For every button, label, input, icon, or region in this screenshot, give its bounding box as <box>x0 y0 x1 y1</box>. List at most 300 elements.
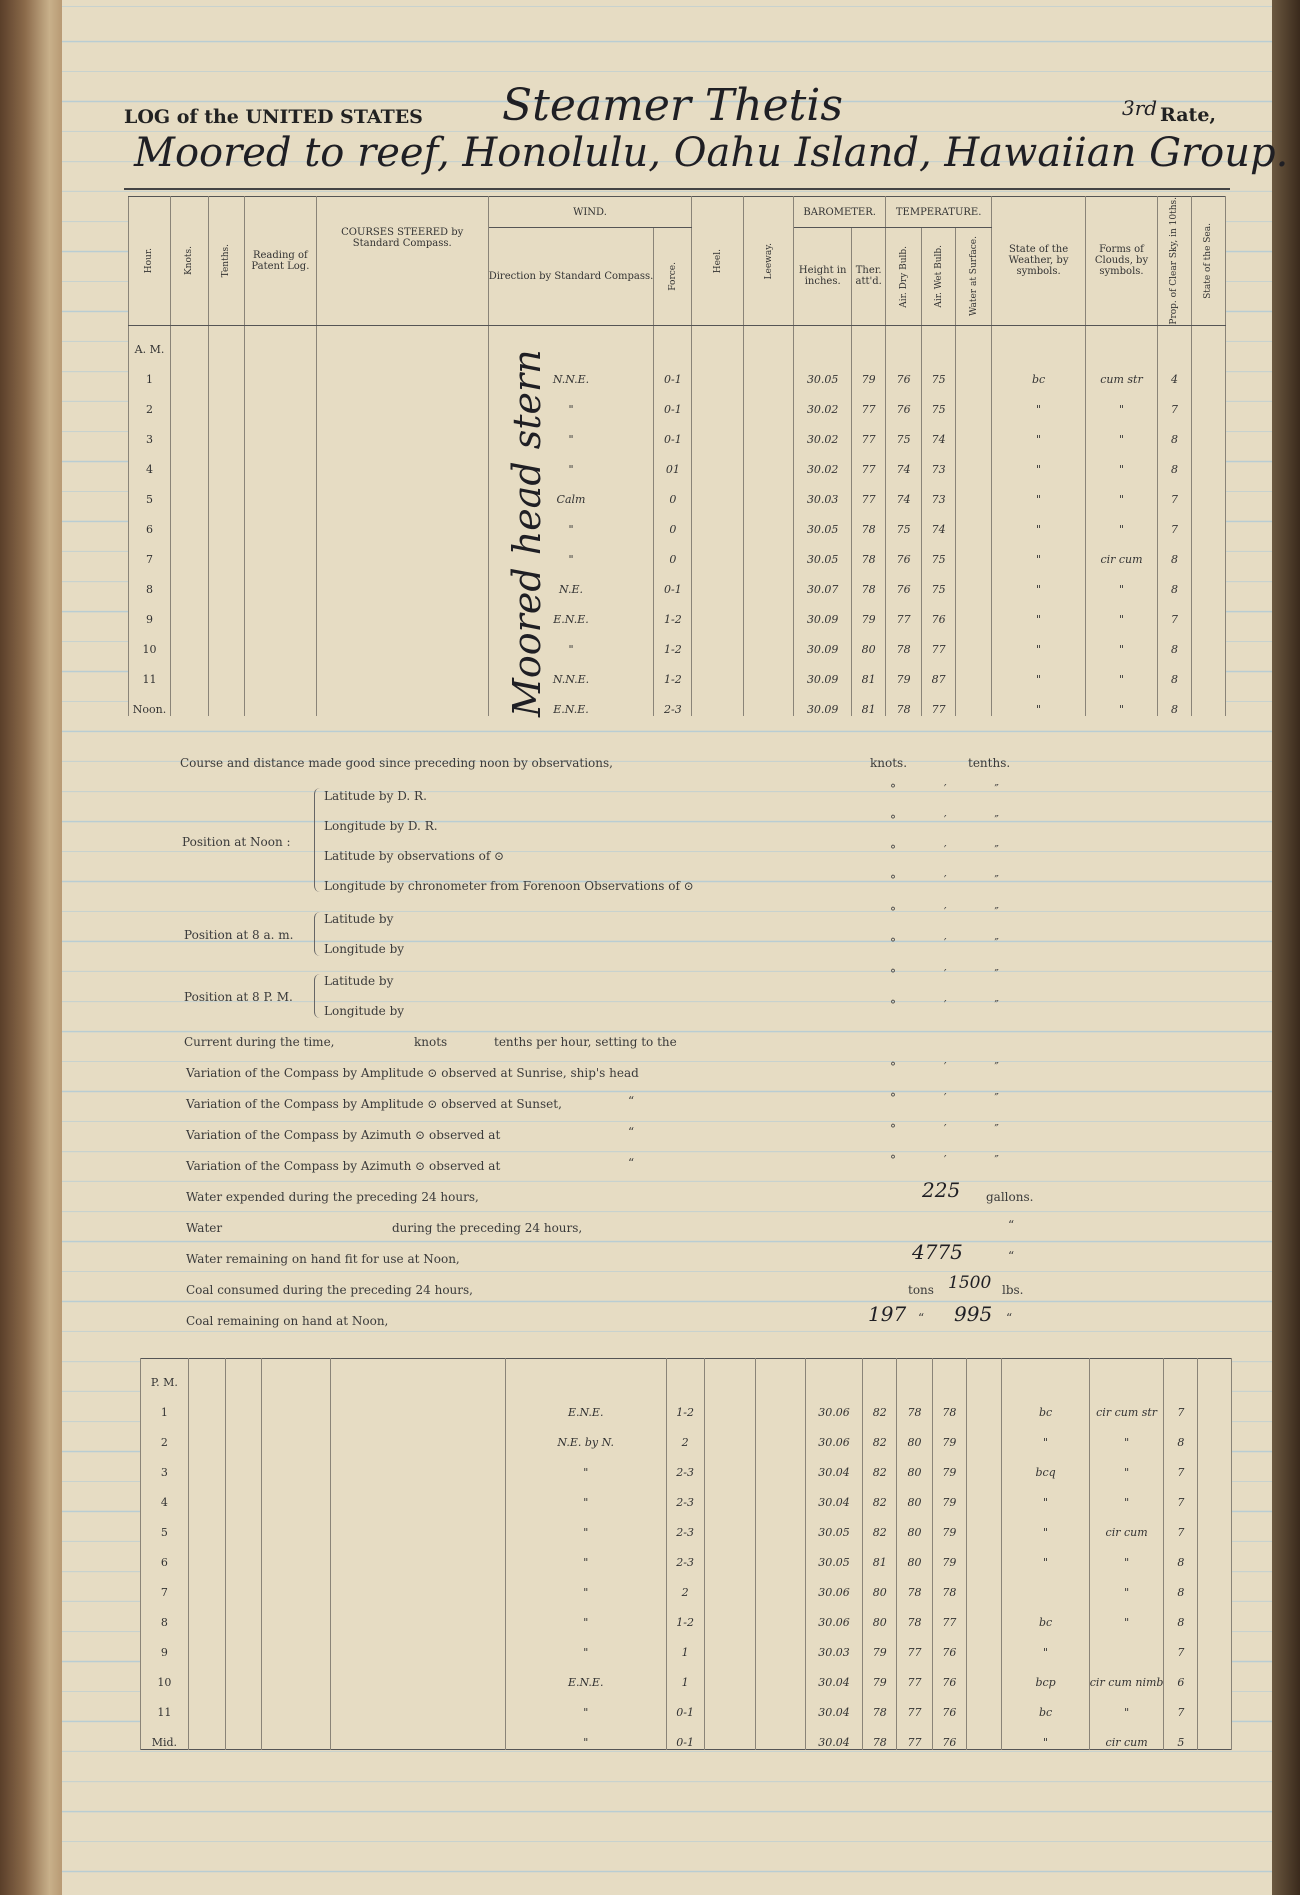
weather-cell: " <box>992 386 1086 416</box>
clear-sky-cell: 7 <box>1164 1509 1198 1539</box>
wind-direction-cell: N.N.E. <box>488 656 654 686</box>
col-hour: Hour. <box>129 197 171 326</box>
col-force: Force. <box>654 228 692 325</box>
water-surface-cell <box>966 1599 1002 1629</box>
tenths-cell <box>208 446 244 476</box>
log-row <box>141 1689 1232 1719</box>
hour-cell: 6 <box>141 1539 189 1569</box>
clear-sky-cell: 5 <box>1164 1719 1198 1750</box>
force-cell: 1 <box>666 1659 704 1689</box>
ther-cell: 77 <box>852 446 886 476</box>
knots-cell <box>170 626 208 656</box>
patent-log-cell <box>244 506 316 536</box>
empty-cell <box>922 325 956 356</box>
empty-cell <box>992 325 1086 356</box>
empty-cell <box>852 325 886 356</box>
leeway-cell <box>756 1659 806 1689</box>
clear-sky-cell: 7 <box>1164 1389 1198 1419</box>
force-cell: 0 <box>654 536 692 566</box>
force-cell: 0-1 <box>666 1689 704 1719</box>
deg-pm8-2: ° ′ ″ <box>890 998 1021 1012</box>
clear-sky-cell: 7 <box>1157 596 1191 626</box>
heel-cell <box>704 1449 756 1479</box>
sea-cell <box>1191 446 1225 476</box>
weather-cell: bc <box>992 356 1086 386</box>
patent-log-cell <box>244 686 316 716</box>
am8-brace <box>314 912 323 956</box>
sea-cell <box>1198 1599 1232 1629</box>
deg-var-3: ° ′ ″ <box>890 1122 1021 1136</box>
hour-cell: 9 <box>129 596 171 626</box>
water-expended: Water expended during the preceding 24 hours, <box>186 1190 479 1204</box>
patent-log-cell <box>244 566 316 596</box>
patent-log-cell <box>244 386 316 416</box>
course-cell <box>331 1569 505 1599</box>
current-line: Current during the time, <box>184 1035 335 1049</box>
empty-cell <box>1164 1359 1198 1390</box>
col-clear-sky: Prop. of Clear Sky, in 10ths. <box>1157 197 1191 326</box>
leeway-cell <box>756 1539 806 1569</box>
hour-cell: 9 <box>141 1629 189 1659</box>
leeway-cell <box>756 1629 806 1659</box>
barometer-cell: 30.04 <box>805 1449 863 1479</box>
wet-bulb-cell: 87 <box>922 656 956 686</box>
leeway-cell <box>756 1389 806 1419</box>
deg-noon-1: ° ′ ″ <box>890 782 1021 796</box>
dry-bulb-cell: 75 <box>886 506 922 536</box>
heel-cell <box>704 1689 756 1719</box>
col-water: Water at Surface. <box>956 228 992 325</box>
deg-pm8-1: ° ′ ″ <box>890 967 1021 981</box>
clouds-cell: " <box>1086 506 1158 536</box>
dry-bulb-cell: 77 <box>897 1719 933 1750</box>
weather-cell: " <box>1002 1419 1089 1449</box>
barometer-cell: 30.09 <box>794 596 852 626</box>
clouds-cell: " <box>1086 596 1158 626</box>
heel-cell <box>704 1599 756 1629</box>
force-cell: 1-2 <box>654 656 692 686</box>
sea-cell <box>1191 476 1225 506</box>
clear-sky-cell: 8 <box>1164 1419 1198 1449</box>
water-expended-value: 225 <box>922 1178 961 1202</box>
tenths-cell <box>208 506 244 536</box>
heel-cell <box>692 536 744 566</box>
hour-cell: 3 <box>141 1449 189 1479</box>
leeway-cell <box>756 1419 806 1449</box>
ther-cell: 82 <box>863 1389 897 1419</box>
water-surface-cell <box>966 1419 1002 1449</box>
barometer-cell: 30.05 <box>794 506 852 536</box>
tenths-cell <box>226 1419 262 1449</box>
sea-cell <box>1191 686 1225 716</box>
tenths-cell <box>208 416 244 446</box>
current-knots: knots <box>414 1035 448 1049</box>
force-cell: 2 <box>666 1569 704 1599</box>
wind-direction-cell: " <box>488 416 654 446</box>
coal-remaining-lbs: 995 <box>954 1302 993 1326</box>
wet-bulb-cell: 75 <box>922 536 956 566</box>
patent-log-cell <box>244 536 316 566</box>
force-cell: 2-3 <box>666 1449 704 1479</box>
leeway-cell <box>744 686 794 716</box>
knots-cell <box>188 1419 226 1449</box>
heel-cell <box>692 386 744 416</box>
force-cell: 2-3 <box>654 686 692 716</box>
leeway-cell <box>756 1479 806 1509</box>
leeway-cell <box>756 1569 806 1599</box>
log-row <box>129 566 1226 596</box>
force-cell: 0-1 <box>666 1719 704 1750</box>
wind-direction-cell: E.N.E. <box>505 1389 666 1419</box>
hour-cell: 7 <box>129 536 171 566</box>
log-title: LOG of the UNITED STATES <box>124 106 423 128</box>
patent-log-cell <box>262 1599 331 1629</box>
dry-bulb-cell: 74 <box>886 446 922 476</box>
wind-direction-cell: Calm <box>488 476 654 506</box>
water-remaining: Water remaining on hand fit for use at Noon, <box>186 1252 460 1266</box>
wind-direction-cell: " <box>505 1509 666 1539</box>
empty-cell <box>805 1359 863 1390</box>
empty-cell <box>1157 325 1191 356</box>
section-label: A. M. <box>129 325 171 356</box>
tenths-cell <box>226 1569 262 1599</box>
coal-remaining-tons: 197 <box>868 1302 907 1326</box>
course-cell <box>316 416 488 446</box>
tenths-cell <box>226 1719 262 1750</box>
section-label-row <box>141 1359 1232 1390</box>
hour-cell: 6 <box>129 506 171 536</box>
wet-bulb-cell: 75 <box>922 356 956 386</box>
leeway-cell <box>756 1509 806 1539</box>
course-cell <box>316 446 488 476</box>
course-cell <box>331 1389 505 1419</box>
leeway-cell <box>744 626 794 656</box>
barometer-cell: 30.03 <box>794 476 852 506</box>
hour-cell: 4 <box>141 1479 189 1509</box>
section-label-row <box>129 325 1226 356</box>
course-cell <box>316 686 488 716</box>
log-row <box>141 1449 1232 1479</box>
sea-cell <box>1198 1539 1232 1569</box>
heel-cell <box>692 626 744 656</box>
tenths-cell <box>226 1539 262 1569</box>
wind-direction-cell: " <box>505 1599 666 1629</box>
wet-bulb-cell: 74 <box>922 416 956 446</box>
patent-log-cell <box>262 1509 331 1539</box>
tenths-cell <box>208 656 244 686</box>
variation-sunset: Variation of the Compass by Amplitude ⊙ observed at Sunset, <box>186 1097 562 1111</box>
clouds-cell: " <box>1089 1539 1164 1569</box>
clouds-cell: " <box>1086 416 1158 446</box>
ther-cell: 82 <box>863 1449 897 1479</box>
sea-cell <box>1191 416 1225 446</box>
col-weather: State of the Weather, by symbols. <box>992 197 1086 326</box>
log-row <box>141 1659 1232 1689</box>
patent-log-cell <box>244 596 316 626</box>
empty-cell <box>863 1359 897 1390</box>
ther-cell: 77 <box>852 476 886 506</box>
sea-cell <box>1191 356 1225 386</box>
knots-cell <box>170 596 208 626</box>
hour-cell: 5 <box>129 476 171 506</box>
sea-cell <box>1191 506 1225 536</box>
wind-direction-cell: " <box>488 446 654 476</box>
sea-cell <box>1191 386 1225 416</box>
force-cell: 0-1 <box>654 356 692 386</box>
current-tenths: tenths per hour, setting to the <box>494 1035 677 1049</box>
deg-noon-2: ° ′ ″ <box>890 813 1021 827</box>
empty-cell <box>794 325 852 356</box>
water-surface-cell <box>956 446 992 476</box>
log-row <box>141 1539 1232 1569</box>
patent-log-cell <box>262 1479 331 1509</box>
dry-bulb-cell: 76 <box>886 536 922 566</box>
force-cell: 1-2 <box>654 596 692 626</box>
clouds-cell: " <box>1089 1689 1164 1719</box>
clear-sky-cell: 8 <box>1164 1599 1198 1629</box>
dry-bulb-cell: 80 <box>897 1509 933 1539</box>
empty-cell <box>704 1359 756 1390</box>
water-surface-cell <box>966 1689 1002 1719</box>
knots-cell <box>188 1659 226 1689</box>
ther-cell: 82 <box>863 1419 897 1449</box>
water-made: Water <box>186 1221 223 1235</box>
col-temperature: TEMPERATURE. <box>886 197 992 228</box>
location: Moored to reef, Honolulu, Oahu Island, Hawaiian Group. <box>134 130 1289 176</box>
force-cell: 1 <box>666 1629 704 1659</box>
force-cell: 1-2 <box>654 626 692 656</box>
hour-cell: 2 <box>129 386 171 416</box>
patent-log-cell <box>262 1569 331 1599</box>
wind-direction-cell: E.N.E. <box>505 1659 666 1689</box>
course-cell <box>316 596 488 626</box>
heel-cell <box>692 656 744 686</box>
pm8-brace <box>314 974 323 1018</box>
hour-cell: 5 <box>141 1509 189 1539</box>
clear-sky-cell: 7 <box>1157 476 1191 506</box>
weather-cell: " <box>992 686 1086 716</box>
weather-cell: " <box>992 536 1086 566</box>
empty-cell <box>262 1359 331 1390</box>
course-cell <box>331 1419 505 1449</box>
ther-cell: 78 <box>852 566 886 596</box>
clouds-cell: " <box>1086 566 1158 596</box>
ther-cell: 77 <box>852 416 886 446</box>
course-cell <box>331 1509 505 1539</box>
log-row <box>141 1569 1232 1599</box>
clouds-cell: cir cum <box>1089 1509 1164 1539</box>
sea-cell <box>1198 1419 1232 1449</box>
sea-cell <box>1198 1509 1232 1539</box>
leeway-cell <box>756 1689 806 1719</box>
knots-cell <box>188 1449 226 1479</box>
dry-bulb-cell: 74 <box>886 476 922 506</box>
tenths-cell <box>226 1599 262 1629</box>
am8-label: Position at 8 a. m. <box>184 928 294 942</box>
wind-direction-cell: " <box>488 386 654 416</box>
clouds-cell: cir cum nimb <box>1089 1659 1164 1689</box>
clear-sky-cell: 7 <box>1164 1629 1198 1659</box>
water-surface-cell <box>966 1449 1002 1479</box>
gallons: gallons. <box>986 1190 1034 1204</box>
empty-cell <box>316 325 488 356</box>
patent-log-cell <box>262 1659 331 1689</box>
clouds-cell: " <box>1089 1599 1164 1629</box>
wind-direction-cell: N.E. <box>488 566 654 596</box>
dry-bulb-cell: 80 <box>897 1419 933 1449</box>
water-surface-cell <box>966 1509 1002 1539</box>
wet-bulb-cell: 76 <box>932 1719 966 1750</box>
course-cell <box>316 356 488 386</box>
knots-cell <box>188 1719 226 1750</box>
weather-cell: " <box>992 626 1086 656</box>
heel-cell <box>704 1479 756 1509</box>
course-cell <box>316 626 488 656</box>
wet-bulb-cell: 74 <box>922 506 956 536</box>
clear-sky-cell: 8 <box>1157 416 1191 446</box>
coal-consumed-value: 1500 <box>948 1273 992 1293</box>
dry-bulb-cell: 77 <box>897 1629 933 1659</box>
tenths-cell <box>226 1479 262 1509</box>
weather-cell: " <box>1002 1629 1089 1659</box>
empty-cell <box>1191 325 1225 356</box>
leeway-cell <box>744 356 794 386</box>
dry-bulb-cell: 77 <box>897 1659 933 1689</box>
empty-cell <box>208 325 244 356</box>
log-row <box>129 656 1226 686</box>
force-cell: 0-1 <box>654 386 692 416</box>
wind-direction-cell: N.N.E. <box>488 356 654 386</box>
lat-obs: Latitude by observations of ⊙ <box>324 849 505 863</box>
ther-cell: 77 <box>852 386 886 416</box>
wind-direction-cell: " <box>505 1539 666 1569</box>
hour-cell: 8 <box>129 566 171 596</box>
wet-bulb-cell: 78 <box>932 1389 966 1419</box>
deg-noon-3: ° ′ ″ <box>890 843 1021 857</box>
col-wind-direction: Direction by Standard Compass. <box>488 228 654 325</box>
course-cell <box>331 1689 505 1719</box>
clear-sky-cell: 7 <box>1157 506 1191 536</box>
heel-cell <box>704 1719 756 1750</box>
course-cell <box>316 476 488 506</box>
leeway-cell <box>756 1719 806 1750</box>
empty-cell <box>244 325 316 356</box>
dry-bulb-cell: 80 <box>897 1479 933 1509</box>
force-cell: 2-3 <box>666 1509 704 1539</box>
barometer-cell: 30.05 <box>805 1539 863 1569</box>
empty-cell <box>188 1359 226 1390</box>
deg-var-2: ° ′ ″ <box>890 1091 1021 1105</box>
leeway-cell <box>744 536 794 566</box>
heel-cell <box>692 356 744 386</box>
col-dry: Air. Dry Bulb. <box>886 228 922 325</box>
weather-cell <box>1002 1569 1089 1599</box>
dry-bulb-cell: 76 <box>886 566 922 596</box>
hour-cell: 7 <box>141 1569 189 1599</box>
ther-cell: 82 <box>863 1509 897 1539</box>
sea-cell <box>1198 1629 1232 1659</box>
hour-cell: 1 <box>129 356 171 386</box>
clear-sky-cell: 8 <box>1164 1569 1198 1599</box>
col-wind: WIND. <box>488 197 692 228</box>
dry-bulb-cell: 78 <box>897 1599 933 1629</box>
force-cell: 01 <box>654 446 692 476</box>
empty-cell <box>226 1359 262 1390</box>
barometer-cell: 30.05 <box>794 536 852 566</box>
deg-var-4: ° ′ ″ <box>890 1153 1021 1167</box>
course-cell <box>331 1659 505 1689</box>
header-rule <box>124 188 1230 190</box>
empty-cell <box>170 325 208 356</box>
col-height: Height in inches. <box>794 228 852 325</box>
clouds-cell: cir cum <box>1086 536 1158 566</box>
tenths-cell <box>226 1449 262 1479</box>
wet-bulb-cell: 77 <box>922 686 956 716</box>
wind-direction-cell: " <box>505 1479 666 1509</box>
rate-label: Rate, <box>1160 104 1217 126</box>
pm-log-table <box>140 1358 1232 1750</box>
sea-cell <box>1198 1479 1232 1509</box>
am-log-table <box>128 196 1226 716</box>
empty-cell <box>1089 1359 1164 1390</box>
clouds-cell: cum str <box>1086 356 1158 386</box>
barometer-cell: 30.07 <box>794 566 852 596</box>
wind-direction-cell: E.N.E. <box>488 686 654 716</box>
hour-cell: 8 <box>141 1599 189 1629</box>
weather-cell: bcp <box>1002 1659 1089 1689</box>
barometer-cell: 30.04 <box>805 1689 863 1719</box>
hour-cell: Mid. <box>141 1719 189 1750</box>
variation-azimuth-1-ditto: “ <box>628 1125 635 1139</box>
clouds-cell: " <box>1086 476 1158 506</box>
clear-sky-cell: 7 <box>1157 386 1191 416</box>
hour-cell: Noon. <box>129 686 171 716</box>
dry-bulb-cell: 78 <box>897 1569 933 1599</box>
am8-lon: Longitude by <box>324 942 405 956</box>
tenths-cell <box>208 536 244 566</box>
ther-cell: 81 <box>852 656 886 686</box>
sea-cell <box>1191 656 1225 686</box>
clouds-cell: " <box>1086 656 1158 686</box>
log-row <box>141 1599 1232 1629</box>
force-cell: 0-1 <box>654 566 692 596</box>
patent-log-cell <box>244 656 316 686</box>
ther-cell: 81 <box>852 686 886 716</box>
hour-cell: 11 <box>141 1689 189 1719</box>
clear-sky-cell: 8 <box>1157 536 1191 566</box>
barometer-cell: 30.02 <box>794 386 852 416</box>
weather-cell: bc <box>1002 1389 1089 1419</box>
wet-bulb-cell: 79 <box>932 1479 966 1509</box>
knots-head: knots. <box>870 756 908 770</box>
heel-cell <box>692 686 744 716</box>
heel-cell <box>704 1389 756 1419</box>
knots-cell <box>188 1599 226 1629</box>
wind-direction-cell: " <box>505 1629 666 1659</box>
empty-cell <box>744 325 794 356</box>
water-made-ditto: “ <box>1008 1218 1015 1232</box>
dry-bulb-cell: 80 <box>897 1449 933 1479</box>
dry-bulb-cell: 78 <box>897 1389 933 1419</box>
water-surface-cell <box>956 536 992 566</box>
empty-cell <box>756 1359 806 1390</box>
weather-cell: " <box>992 416 1086 446</box>
clouds-cell: " <box>1089 1449 1164 1479</box>
patent-log-cell <box>262 1419 331 1449</box>
deg-noon-4: ° ′ ″ <box>890 873 1021 887</box>
col-leeway: Leeway. <box>744 197 794 326</box>
sea-cell <box>1191 536 1225 566</box>
